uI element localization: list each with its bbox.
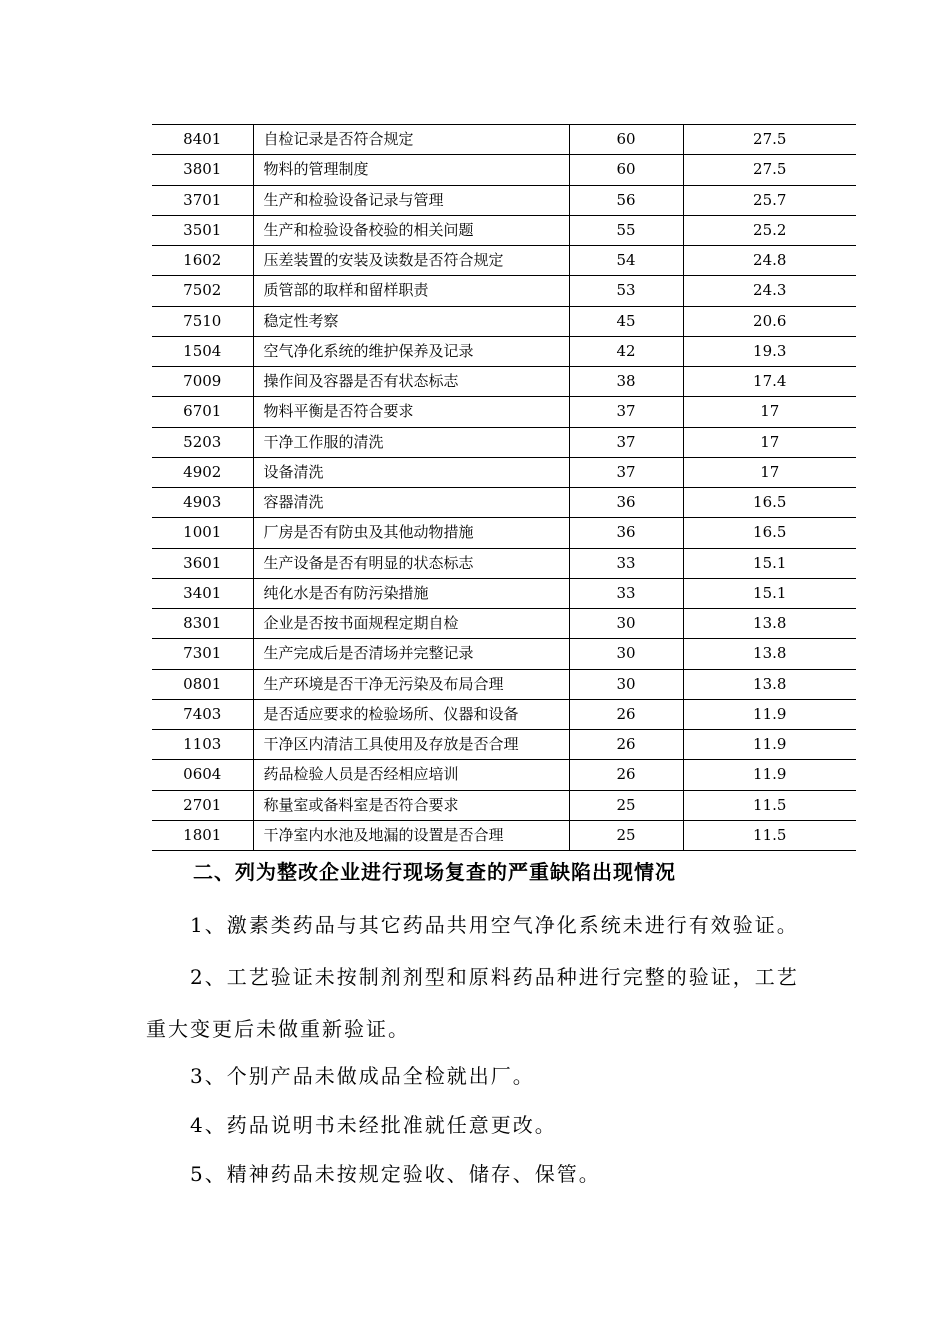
inspection-item-cell: 是否适应要求的检验场所、仪器和设备 <box>253 699 569 729</box>
defect-percent-cell: 11.9 <box>683 699 856 729</box>
defect-count-cell: 37 <box>569 427 683 457</box>
table-row <box>152 609 856 639</box>
defect-percent-cell: 16.5 <box>683 518 856 548</box>
item-code-cell: 7301 <box>152 639 253 669</box>
defect-percent-cell: 16.5 <box>683 488 856 518</box>
item-code-cell: 3701 <box>152 185 253 215</box>
defect-count-cell: 25 <box>569 790 683 820</box>
inspection-item-cell: 生产和检验设备校验的相关问题 <box>253 215 569 245</box>
defect-count-cell: 26 <box>569 730 683 760</box>
paragraph-item-1: 1、激素类药品与其它药品共用空气净化系统未进行有效验证。 <box>190 913 799 937</box>
defect-count-cell: 37 <box>569 457 683 487</box>
section-heading: 二、列为整改企业进行现场复查的严重缺陷出现情况 <box>193 860 676 884</box>
table-row <box>152 548 856 578</box>
defect-count-cell: 45 <box>569 306 683 336</box>
defect-count-cell: 54 <box>569 246 683 276</box>
item-code-cell: 0604 <box>152 760 253 790</box>
defect-percent-cell: 27.5 <box>683 125 856 155</box>
table-row <box>152 578 856 608</box>
defect-count-cell: 55 <box>569 215 683 245</box>
defect-count-cell: 26 <box>569 699 683 729</box>
table-row <box>152 215 856 245</box>
defect-percent-cell: 15.1 <box>683 548 856 578</box>
inspection-item-cell: 空气净化系统的维护保养及记录 <box>253 336 569 366</box>
inspection-item-cell: 纯化水是否有防污染措施 <box>253 578 569 608</box>
inspection-item-cell: 物料的管理制度 <box>253 155 569 185</box>
inspection-item-cell: 称量室或备料室是否符合要求 <box>253 790 569 820</box>
paragraph-item-3: 3、个别产品未做成品全检就出厂。 <box>190 1064 535 1088</box>
paragraph-item-2: 2、工艺验证未按制剂剂型和原料药品种进行完整的验证，工艺 <box>190 965 799 989</box>
defect-percent-cell: 25.7 <box>683 185 856 215</box>
table-row <box>152 155 856 185</box>
defect-count-cell: 30 <box>569 669 683 699</box>
inspection-item-cell: 生产环境是否干净无污染及布局合理 <box>253 669 569 699</box>
defect-percent-cell: 25.2 <box>683 215 856 245</box>
item-code-cell: 0801 <box>152 669 253 699</box>
defect-count-cell: 30 <box>569 639 683 669</box>
table-row <box>152 457 856 487</box>
inspection-item-cell: 操作间及容器是否有状态标志 <box>253 367 569 397</box>
inspection-item-cell: 设备清洗 <box>253 457 569 487</box>
defect-count-cell: 60 <box>569 125 683 155</box>
item-code-cell: 7009 <box>152 367 253 397</box>
item-code-cell: 3401 <box>152 578 253 608</box>
table-row <box>152 427 856 457</box>
inspection-item-cell: 厂房是否有防虫及其他动物措施 <box>253 518 569 548</box>
inspection-item-cell: 生产完成后是否清场并完整记录 <box>253 639 569 669</box>
inspection-item-cell: 稳定性考察 <box>253 306 569 336</box>
inspection-item-cell: 企业是否按书面规程定期自检 <box>253 609 569 639</box>
table-row <box>152 397 856 427</box>
table-row <box>152 246 856 276</box>
defect-percent-cell: 17 <box>683 427 856 457</box>
defect-count-cell: 25 <box>569 820 683 850</box>
item-code-cell: 4902 <box>152 457 253 487</box>
defect-count-cell: 26 <box>569 760 683 790</box>
table-row <box>152 820 856 850</box>
item-code-cell: 8301 <box>152 609 253 639</box>
item-code-cell: 1602 <box>152 246 253 276</box>
defect-percent-cell: 17 <box>683 457 856 487</box>
inspection-item-cell: 药品检验人员是否经相应培训 <box>253 760 569 790</box>
defect-percent-cell: 13.8 <box>683 669 856 699</box>
inspection-item-cell: 生产设备是否有明显的状态标志 <box>253 548 569 578</box>
defect-count-cell: 38 <box>569 367 683 397</box>
table-row <box>152 760 856 790</box>
paragraph-item-5: 5、精神药品未按规定验收、储存、保管。 <box>190 1162 601 1186</box>
defect-count-cell: 30 <box>569 609 683 639</box>
defect-percent-cell: 11.5 <box>683 820 856 850</box>
table-row <box>152 518 856 548</box>
inspection-item-cell: 压差装置的安装及读数是否符合规定 <box>253 246 569 276</box>
defect-percent-cell: 19.3 <box>683 336 856 366</box>
item-code-cell: 1103 <box>152 730 253 760</box>
item-code-cell: 3501 <box>152 215 253 245</box>
paragraph-item-4: 4、药品说明书未经批准就任意更改。 <box>190 1113 557 1137</box>
defect-percent-cell: 11.9 <box>683 760 856 790</box>
defect-percent-cell: 13.8 <box>683 609 856 639</box>
defect-count-cell: 33 <box>569 578 683 608</box>
item-code-cell: 1001 <box>152 518 253 548</box>
table-row <box>152 276 856 306</box>
inspection-item-cell: 物料平衡是否符合要求 <box>253 397 569 427</box>
table-row <box>152 730 856 760</box>
table-row <box>152 336 856 366</box>
defect-percent-cell: 20.6 <box>683 306 856 336</box>
item-code-cell: 8401 <box>152 125 253 155</box>
defect-percent-cell: 11.9 <box>683 730 856 760</box>
item-code-cell: 6701 <box>152 397 253 427</box>
table-body <box>152 125 856 851</box>
defect-count-cell: 33 <box>569 548 683 578</box>
item-code-cell: 2701 <box>152 790 253 820</box>
inspection-item-cell: 容器清洗 <box>253 488 569 518</box>
table-row <box>152 790 856 820</box>
defect-count-cell: 53 <box>569 276 683 306</box>
defect-count-cell: 36 <box>569 488 683 518</box>
table-row <box>152 488 856 518</box>
defect-count-cell: 56 <box>569 185 683 215</box>
defect-percent-cell: 24.3 <box>683 276 856 306</box>
defect-statistics-table <box>152 124 856 851</box>
inspection-item-cell: 干净区内清洁工具使用及存放是否合理 <box>253 730 569 760</box>
table-row <box>152 125 856 155</box>
defect-count-cell: 42 <box>569 336 683 366</box>
item-code-cell: 3601 <box>152 548 253 578</box>
item-code-cell: 3801 <box>152 155 253 185</box>
defect-percent-cell: 13.8 <box>683 639 856 669</box>
table-row <box>152 185 856 215</box>
table-row <box>152 306 856 336</box>
table-row <box>152 669 856 699</box>
inspection-item-cell: 自检记录是否符合规定 <box>253 125 569 155</box>
item-code-cell: 7403 <box>152 699 253 729</box>
defect-percent-cell: 27.5 <box>683 155 856 185</box>
item-code-cell: 5203 <box>152 427 253 457</box>
inspection-item-cell: 质管部的取样和留样职责 <box>253 276 569 306</box>
defect-count-cell: 36 <box>569 518 683 548</box>
item-code-cell: 1504 <box>152 336 253 366</box>
inspection-item-cell: 干净工作服的清洗 <box>253 427 569 457</box>
inspection-item-cell: 生产和检验设备记录与管理 <box>253 185 569 215</box>
table-row <box>152 699 856 729</box>
table-row <box>152 367 856 397</box>
defect-percent-cell: 17.4 <box>683 367 856 397</box>
inspection-item-cell: 干净室内水池及地漏的设置是否合理 <box>253 820 569 850</box>
defect-percent-cell: 24.8 <box>683 246 856 276</box>
table-row <box>152 639 856 669</box>
defect-percent-cell: 15.1 <box>683 578 856 608</box>
item-code-cell: 7502 <box>152 276 253 306</box>
paragraph-item-2-continued: 重大变更后未做重新验证。 <box>146 1017 410 1041</box>
defect-count-cell: 37 <box>569 397 683 427</box>
item-code-cell: 4903 <box>152 488 253 518</box>
item-code-cell: 7510 <box>152 306 253 336</box>
defect-count-cell: 60 <box>569 155 683 185</box>
item-code-cell: 1801 <box>152 820 253 850</box>
defect-percent-cell: 17 <box>683 397 856 427</box>
defect-percent-cell: 11.5 <box>683 790 856 820</box>
